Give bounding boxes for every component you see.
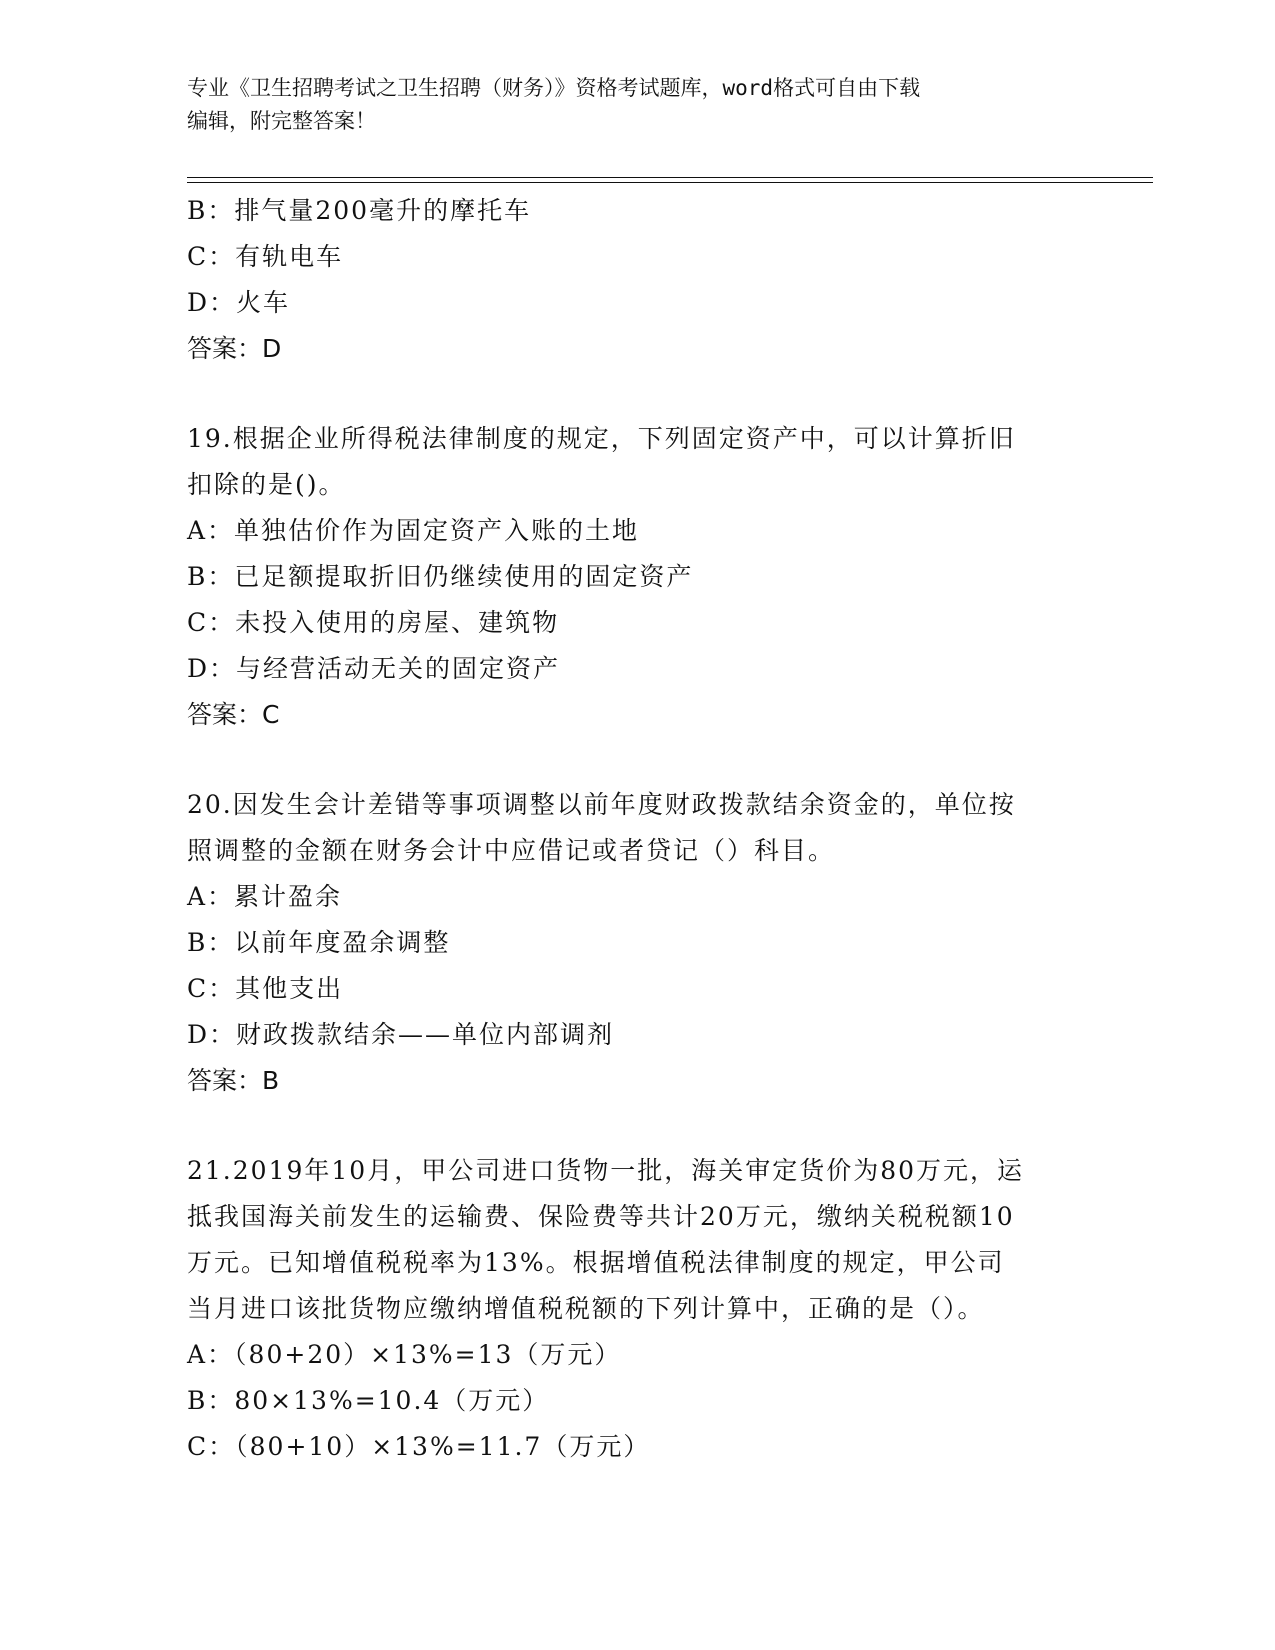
header-line-1: 专业《卫生招聘考试之卫生招聘（财务）》资格考试题库，word格式可自由下载	[187, 76, 921, 100]
question-stem-line: 当月进口该批货物应缴纳增值税税额的下列计算中，正确的是（）。	[187, 1294, 985, 1323]
question-stem-line: 抵我国海关前发生的运输费、保险费等共计20万元，缴纳关税税额10	[187, 1202, 1015, 1231]
question-stem-line: 20.因发生会计差错等事项调整以前年度财政拨款结余资金的，单位按	[187, 790, 1016, 819]
option-d: D：火车	[187, 288, 291, 317]
answer: 答案：D	[187, 334, 282, 363]
option-b: B：排气量200毫升的摩托车	[187, 196, 532, 225]
answer: 答案：C	[187, 700, 280, 729]
option-c: C：有轨电车	[187, 242, 344, 271]
option-c: C：未投入使用的房屋、建筑物	[187, 608, 560, 637]
option-b: B：以前年度盈余调整	[187, 928, 451, 957]
question-stem-line: 照调整的金额在财务会计中应借记或者贷记（）科目。	[187, 836, 836, 865]
option-c: C：其他支出	[187, 974, 344, 1003]
option-b: B：80×13%=10.4（万元）	[187, 1386, 550, 1415]
header-divider-top	[187, 177, 1153, 178]
document-header	[187, 72, 1087, 138]
option-b: B：已足额提取折旧仍继续使用的固定资产	[187, 562, 694, 591]
question-20	[187, 782, 1087, 1104]
option-d: D：财政拨款结余——单位内部调剂	[187, 1020, 615, 1049]
question-stem-line: 万元。已知增值税税率为13%。根据增值税法律制度的规定，甲公司	[187, 1248, 1005, 1277]
header-line-2: 编辑，附完整答案！	[187, 109, 376, 133]
header-divider-bottom	[187, 182, 1153, 183]
option-a: A：单独估价作为固定资产入账的土地	[187, 516, 640, 545]
question-content	[187, 188, 1087, 1470]
question-stem-line: 19.根据企业所得税法律制度的规定，下列固定资产中，可以计算折旧	[187, 424, 1016, 453]
question-21	[187, 1148, 1087, 1470]
question-19	[187, 416, 1087, 738]
question-18	[187, 188, 1087, 372]
option-d: D：与经营活动无关的固定资产	[187, 654, 561, 683]
option-c: C：（80+10）×13%=11.7（万元）	[187, 1432, 651, 1461]
option-a: A：累计盈余	[187, 882, 343, 911]
option-a: A：（80+20）×13%=13（万元）	[187, 1340, 622, 1369]
question-stem-line: 21.2019年10月，甲公司进口货物一批，海关审定货价为80万元，运	[187, 1156, 1025, 1185]
answer: 答案：B	[187, 1066, 280, 1095]
question-stem-line: 扣除的是()。	[187, 470, 346, 499]
